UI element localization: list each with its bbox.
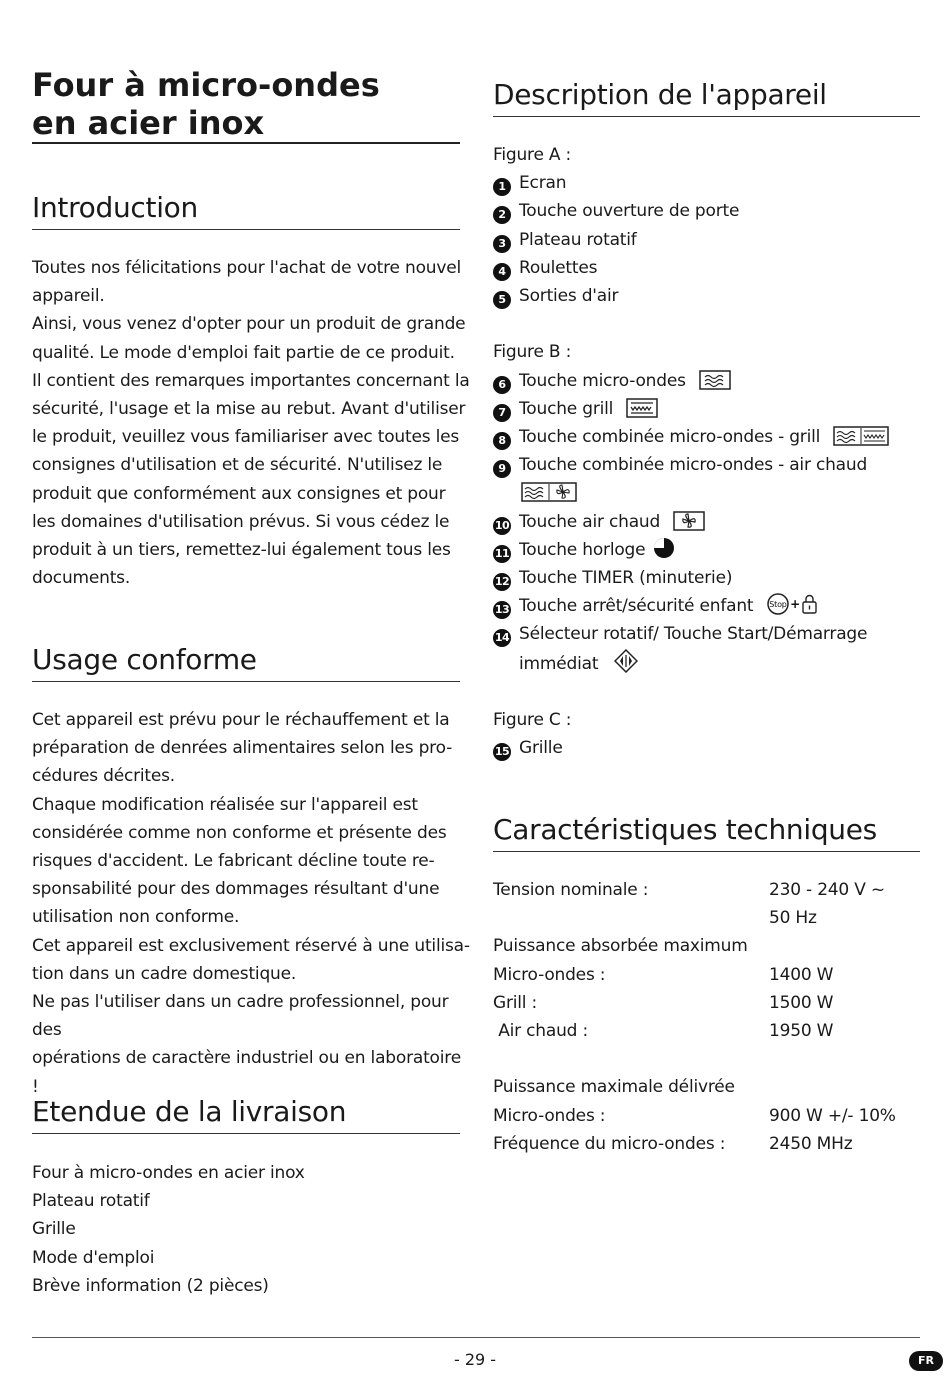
number-badge: 15 xyxy=(493,743,511,761)
spec-subheading: Puissance maximale délivrée xyxy=(493,1077,735,1098)
list-item xyxy=(493,592,923,620)
delivery-list xyxy=(32,1159,460,1300)
specs-heading: Caractéristiques techniques xyxy=(493,813,877,846)
title-line-2: en acier inox xyxy=(32,104,265,142)
usage-heading: Usage conforme xyxy=(32,643,257,676)
microwave-hot-air-combo-icon xyxy=(521,482,577,502)
grill-key-icon xyxy=(626,398,658,418)
text-line: utilisation non conforme. xyxy=(32,907,240,928)
text-line: préparation de denrées alimentaires selon les pro- xyxy=(32,738,453,759)
text-line: Cet appareil est prévu pour le réchauffement et la xyxy=(32,710,450,730)
item-label: Touche arrêt/sécurité enfant xyxy=(519,596,754,617)
text-line: produit que conformément aux consignes et pour xyxy=(32,483,446,504)
item-label: Grille xyxy=(519,738,563,759)
number-badge: 6 xyxy=(493,376,511,394)
description-list xyxy=(493,141,923,762)
delivery-rule xyxy=(32,1133,460,1134)
item-label: immédiat xyxy=(519,653,599,674)
list-item xyxy=(493,197,923,225)
introduction-text xyxy=(32,254,472,592)
item-label: Touche TIMER (minuterie) xyxy=(519,568,733,589)
footer-rule xyxy=(32,1337,920,1338)
item-label: Touche horloge xyxy=(519,539,646,560)
list-item xyxy=(493,367,923,395)
spec-value: 230 - 240 V ~ xyxy=(769,880,885,900)
number-badge: 4 xyxy=(493,263,511,281)
spec-label: Micro-ondes : xyxy=(493,1105,606,1126)
number-badge: 10 xyxy=(493,517,511,535)
title-line-1: Four à micro-ondes xyxy=(32,66,380,104)
number-badge: 2 xyxy=(493,206,511,224)
text-line: Il contient des remarques importantes concernant la xyxy=(32,370,470,391)
spec-row xyxy=(493,1102,923,1130)
list-item xyxy=(493,226,923,254)
spec-value: 1950 W xyxy=(769,1020,834,1041)
specs-table xyxy=(493,876,923,1158)
spec-label: Fréquence du micro-ondes : xyxy=(493,1133,726,1154)
list-item xyxy=(493,734,923,762)
spec-row xyxy=(493,989,923,1017)
item-label: Touche air chaud xyxy=(519,511,661,532)
item-label: Touche grill xyxy=(519,398,614,419)
item-label: Touche combinée micro-ondes - grill xyxy=(519,427,821,448)
number-badge: 1 xyxy=(493,178,511,196)
number-badge: 11 xyxy=(493,545,511,563)
text-line: qualité. Le mode d'emploi fait partie de ce produit. xyxy=(32,342,455,363)
item-label: Touche micro-ondes xyxy=(519,370,686,391)
number-badge: 9 xyxy=(493,460,511,478)
list-item: Plateau rotatif xyxy=(32,1191,150,1212)
item-label: Sorties d'air xyxy=(519,286,619,307)
title-rule xyxy=(32,142,460,144)
spec-row xyxy=(493,876,923,904)
introduction-heading: Introduction xyxy=(32,191,198,224)
text-line: Ne pas l'utiliser dans un cadre professionnel, pour des xyxy=(32,992,449,1041)
delivery-heading: Etendue de la livraison xyxy=(32,1095,347,1128)
list-item xyxy=(493,536,923,564)
page-title xyxy=(32,66,460,142)
page-number: - 29 - xyxy=(453,1350,497,1369)
text-line: produit à un tiers, remettez-lui également tous les xyxy=(32,540,451,561)
spec-label: Air chaud : xyxy=(493,1020,588,1041)
list-item xyxy=(493,254,923,282)
spec-value: 2450 MHz xyxy=(769,1133,853,1154)
language-badge: FR xyxy=(909,1351,943,1371)
text-line: tion dans un cadre domestique. xyxy=(32,963,297,984)
list-item: Mode d'emploi xyxy=(32,1247,155,1268)
list-item: Grille xyxy=(32,1219,76,1240)
figure-b-label: Figure B : xyxy=(493,342,572,363)
spec-row xyxy=(493,1130,923,1158)
spec-value: 900 W +/- 10% xyxy=(769,1105,896,1126)
text-line: sécurité, l'usage et la mise au rebut. Avant d'utiliser xyxy=(32,399,466,420)
number-badge: 8 xyxy=(493,432,511,450)
description-heading: Description de l'appareil xyxy=(493,78,827,111)
rotary-selector-icon xyxy=(614,649,638,673)
spec-row xyxy=(493,961,923,989)
fan-key-icon xyxy=(673,511,705,531)
text-line: Ainsi, vous venez d'opter pour un produit de grande xyxy=(32,314,466,335)
text-line: appareil. xyxy=(32,286,105,307)
list-item xyxy=(493,564,923,592)
stop-plus-lock-icon xyxy=(767,593,823,615)
number-badge: 12 xyxy=(493,573,511,591)
text-line: le produit, veuillez vous familiariser avec toutes les xyxy=(32,427,460,448)
figure-a-label: Figure A : xyxy=(493,145,572,165)
spec-value: 1400 W xyxy=(769,964,834,985)
text-line: cédures décrites. xyxy=(32,766,176,787)
plus-sign: + xyxy=(789,597,800,612)
spec-row xyxy=(493,1017,923,1045)
number-badge: 7 xyxy=(493,404,511,422)
text-line: sponsabilité pour des dommages résultant d'une xyxy=(32,879,440,900)
item-label: Touche combinée micro-ondes - air chaud xyxy=(519,455,868,476)
item-label: Roulettes xyxy=(519,257,598,278)
item-label: Plateau rotatif xyxy=(519,229,637,250)
microwave-key-icon xyxy=(699,370,731,390)
list-item-continuation xyxy=(493,479,923,507)
list-item-continuation xyxy=(493,649,923,678)
list-item xyxy=(493,508,923,536)
description-rule xyxy=(493,116,920,117)
number-badge: 14 xyxy=(493,629,511,647)
text-line: opérations de caractère industriel ou en laboratoire ! xyxy=(32,1048,461,1097)
spec-row xyxy=(493,932,923,960)
text-line: Toutes nos félicitations pour l'achat de votre nouvel xyxy=(32,258,461,278)
spec-label: Micro-ondes : xyxy=(493,964,606,985)
clock-pie-icon xyxy=(653,537,675,559)
number-badge: 13 xyxy=(493,601,511,619)
text-line: les domaines d'utilisation prévus. Si vous cédez le xyxy=(32,511,450,532)
list-item xyxy=(493,620,923,648)
list-item xyxy=(493,395,923,423)
text-line: documents. xyxy=(32,568,131,589)
list-item xyxy=(493,282,923,310)
text-line: Chaque modification réalisée sur l'appareil est xyxy=(32,794,418,815)
list-item xyxy=(493,451,923,479)
list-item: Four à micro-ondes en acier inox xyxy=(32,1163,305,1183)
item-label: Touche ouverture de porte xyxy=(519,201,740,222)
number-badge: 3 xyxy=(493,235,511,253)
spec-value: 1500 W xyxy=(769,992,834,1013)
spacer xyxy=(493,1045,923,1073)
figure-c-label: Figure C : xyxy=(493,710,572,731)
stop-icon-text: Stop xyxy=(768,600,787,610)
list-item xyxy=(493,423,923,451)
text-line: consignes d'utilisation et de sécurité. N'utilisez le xyxy=(32,455,443,476)
usage-rule xyxy=(32,681,460,682)
spec-row xyxy=(493,1073,923,1101)
text-line: Cet appareil est exclusivement réservé à une utilisa- xyxy=(32,935,470,956)
number-badge: 5 xyxy=(493,291,511,309)
spec-row xyxy=(493,904,923,932)
item-label: Sélecteur rotatif/ Touche Start/Démarrage xyxy=(519,624,868,645)
list-item xyxy=(493,169,923,197)
item-label: Ecran xyxy=(519,173,567,194)
text-line: risques d'accident. Le fabricant décline toute re- xyxy=(32,851,435,872)
spec-label: Grill : xyxy=(493,992,538,1013)
specs-rule xyxy=(493,851,920,852)
usage-text xyxy=(32,706,472,1101)
microwave-grill-combo-icon xyxy=(833,426,889,446)
list-item: Brève information (2 pièces) xyxy=(32,1275,269,1296)
spec-subheading: Puissance absorbée maximum xyxy=(493,936,748,957)
spec-value: 50 Hz xyxy=(769,908,817,929)
introduction-rule xyxy=(32,229,460,230)
spec-label: Tension nominale : xyxy=(493,880,649,900)
text-line: considérée comme non conforme et présente des xyxy=(32,822,447,843)
